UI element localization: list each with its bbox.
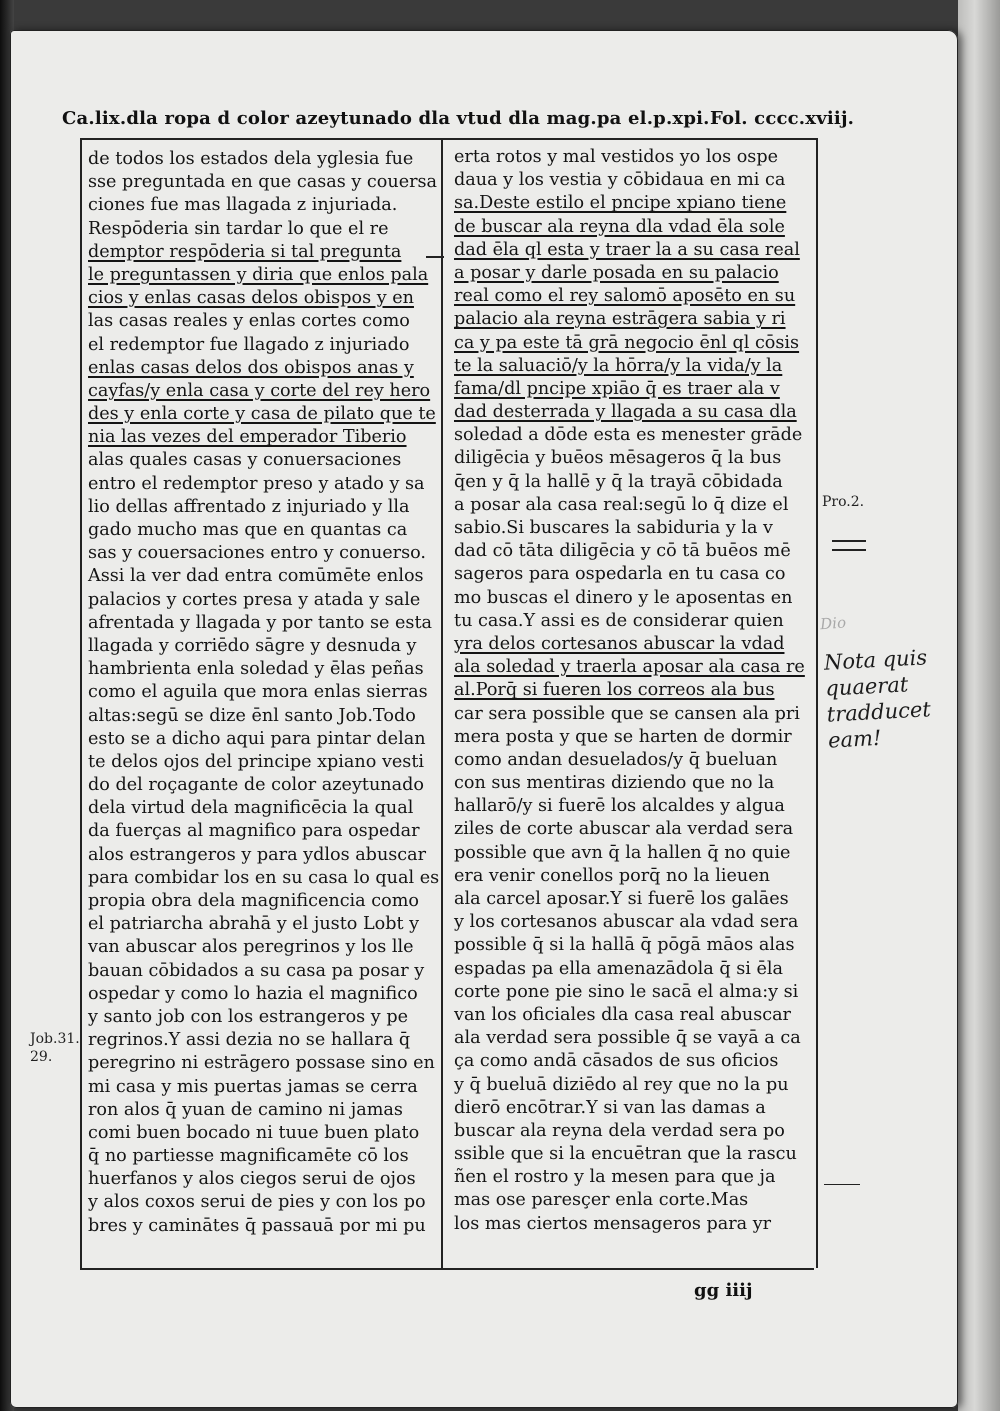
text-line: las casas reales y enlas cortes como — [88, 311, 410, 332]
text-line: le preguntassen y diria que enlos pala — [88, 264, 429, 285]
text-line: hallarō/y si fuerē los alcaldes y algua — [454, 796, 785, 817]
margin-mark — [832, 549, 866, 551]
text-line: mas ose paresçer enla corte.Mas — [454, 1190, 749, 1211]
text-line: ala verdad sera possible q̄ se vayā a ca — [454, 1028, 801, 1049]
text-line: car sera possible que se cansen ala pri — [454, 703, 800, 724]
margin-citation-job: Job.31. 29. — [30, 1031, 80, 1065]
text-line: bauan cōbidados a su casa pa posar y — [88, 960, 425, 981]
text-line: gado mucho mas que en quantas ca — [88, 520, 408, 540]
text-line: q̄ no partiesse magnificamēte cō los — [88, 1146, 409, 1167]
text-line: demptor respōderia si tal pregunta — [88, 241, 402, 262]
text-line: Assi la ver dad entra comūmēte enlos — [88, 566, 424, 587]
text-line: mo buscas el dinero y le aposentas en — [454, 587, 793, 608]
text-line: do del roçagante de color azeytunado — [88, 775, 424, 796]
text-line: sageros para ospedarla en tu casa co — [454, 564, 786, 585]
margin-mark — [832, 540, 866, 542]
text-line: ala soledad y traerla aposar ala casa re — [454, 657, 805, 678]
text-line: ziles de corte abuscar ala verdad sera — [454, 819, 794, 840]
text-line: da fuerças al magnifico para ospedar — [88, 821, 420, 842]
text-line: esto se a dicho aqui para pintar delan — [88, 728, 426, 749]
text-line: a posar y darle posada en su palacio — [454, 262, 779, 283]
text-line: de buscar ala reyna dla vdad ēla sole — [454, 216, 785, 237]
text-line: ça como andā cāsados de sus oficios — [454, 1051, 779, 1072]
text-line: real como el rey salomō aposēto en su — [454, 286, 796, 307]
text-line: des y enla corte y casa de pilato que te — [88, 404, 436, 425]
text-line: dad cō tāta diligēcia y cō tā buēos mē — [454, 541, 791, 562]
text-line: llagada y corriēdo sāgre y desnuda y — [88, 635, 417, 656]
text-line: buscar ala reyna dela verdad sera po — [454, 1120, 785, 1141]
folio-number: Fol. cccc.xviij. — [710, 108, 855, 129]
text-line: el redemptor fue llagado z injuriado — [88, 334, 410, 355]
text-line: hambrienta enla soledad y ēlas peñas — [88, 659, 424, 680]
text-line: tu casa.Y assi es de considerar quien — [454, 610, 784, 631]
text-line: los mas ciertos mensageros para yr — [454, 1213, 772, 1234]
text-line: cayfas/y enla casa y corte del rey hero — [88, 380, 431, 401]
text-line: te delos ojos del principe xpiano vesti — [88, 751, 425, 772]
text-line: con sus mentiras diziendo que no la — [454, 773, 775, 794]
text-line: corte pone pie sino le sacā el alma:y si — [454, 981, 799, 1002]
text-line: te la saluaciō/y la hōrra/y la vida/y la — [454, 355, 783, 376]
text-line: fama/dl pncipe xpiāo q̄ es traer ala v — [454, 378, 780, 399]
text-line: huerfanos y alos ciegos serui de ojos — [88, 1169, 416, 1190]
middle-column-rule — [441, 140, 443, 1268]
text-line: el patriarcha abrahā y el justo Lobt y — [88, 914, 420, 935]
text-line: y q̄ bueluā diziēdo al rey que no la pu — [454, 1074, 789, 1095]
text-line: Respōderia sin tardar lo que el re — [88, 218, 389, 239]
text-line: y los cortesanos abuscar ala vdad sera — [454, 912, 799, 933]
text-line: peregrino ni estrāgero possase sino en — [88, 1053, 435, 1074]
text-line: ciones fue mas llagada z injuriada. — [88, 195, 398, 216]
text-line: palacio ala reyna estrāgera sabia y ri — [454, 309, 786, 330]
text-line: enlas casas delos dos obispos anas y — [88, 357, 414, 378]
text-line: mera posta y que se harten de dormir — [454, 726, 792, 747]
text-line: y santo job con los estrangeros y pe — [88, 1006, 408, 1027]
text-line: nia las vezes del emperador Tiberio — [88, 427, 407, 448]
margin-mark — [426, 256, 444, 258]
text-line: daua y los vestia y cōbidaua en mi ca — [454, 170, 786, 191]
text-line: ñen el rostro y la mesen para que ja — [454, 1167, 776, 1188]
text-line: de todos los estados dela yglesia fue — [88, 149, 414, 169]
text-line: dierō encōtrar.Y si van las damas a — [454, 1097, 766, 1118]
handwritten-annotation: Nota quis quaerat tradducet eam! — [823, 645, 932, 753]
text-line: mi casa y mis puertas jamas se cerra — [88, 1076, 418, 1097]
text-line: entro el redemptor preso y atado y sa — [88, 473, 425, 494]
bottom-rule — [80, 1268, 814, 1270]
text-line: para combidar los en su casa lo qual es — [88, 867, 440, 888]
text-line: soledad a dōde esta es menester grāde — [454, 425, 803, 446]
text-line: al.Porq̄ si fueren los correos ala bus — [454, 680, 775, 701]
text-line: lio dellas affrentado z injuriado y lla — [88, 496, 410, 517]
signature-mark: gg iiij — [694, 1280, 753, 1301]
left-text-column — [88, 148, 440, 1238]
margin-citation-proverbs: Pro.2. — [822, 494, 865, 510]
text-line: possible q̄ si la hallā q̄ pōgā māos alas — [454, 935, 795, 956]
text-line: bres y caminātes q̄ passauā por mi pu — [88, 1215, 426, 1236]
text-line: ron alos q̄ yuan de camino ni jamas — [88, 1099, 403, 1120]
text-line: alos estrangeros y para ydlos abuscar — [88, 844, 427, 865]
text-line: ala carcel aposar.Y si fuerē los galāes — [454, 889, 789, 909]
faded-annotation: Dio — [819, 613, 847, 634]
text-line: ssible que si la encuētran que la rascu — [454, 1144, 797, 1165]
text-line: altas:segū se dize ēnl santo Job.Todo — [88, 705, 416, 726]
text-line: dela virtud dela magnificēcia la qual — [88, 798, 414, 819]
right-text-column — [454, 146, 812, 1236]
text-line: sa.Deste estilo el pncipe xpiano tiene — [454, 193, 787, 214]
text-line: como andan desuelados/y q̄ bueluan — [454, 749, 778, 770]
text-line: palacios y cortes presa y atada y sale — [88, 589, 421, 610]
text-line: diligēcia y buēos mēsageros q̄ la bus — [454, 448, 782, 469]
text-line: sas y couersaciones entro y conuerso. — [88, 543, 427, 564]
text-line: ospedar y como lo hazia el magnifico — [88, 983, 418, 1004]
text-line: possible que avn q̄ la hallen q̄ no quie — [454, 842, 791, 863]
text-line: dad ēla ql esta y traer la a su casa real — [454, 239, 800, 260]
running-header — [62, 108, 855, 129]
right-column-rule — [816, 140, 818, 1268]
text-line: a posar ala casa real:segū lo q̄ dize el — [454, 494, 789, 515]
text-line: afrentada y llagada y por tanto se esta — [88, 612, 432, 633]
text-line: van abuscar alos peregrinos y los lle — [88, 937, 414, 958]
top-rule — [80, 138, 818, 140]
left-column-rule — [80, 140, 82, 1268]
text-line: van los oficiales dla casa real abuscar — [454, 1004, 791, 1025]
text-line: comi buen bocado ni tuue buen plato — [88, 1122, 420, 1143]
margin-mark — [824, 1184, 860, 1185]
text-line: era venir conellos porq̄ no la lieuen — [454, 865, 770, 886]
text-line: erta rotos y mal vestidos yo los ospe — [454, 147, 778, 167]
text-line: como el aguila que mora enlas sierras — [88, 682, 428, 703]
text-line: y alos coxos serui de pies y con los po — [88, 1192, 426, 1213]
text-line: regrinos.Y assi dezia no se hallara q̄ — [88, 1030, 411, 1051]
text-line: alas quales casas y conuersaciones — [88, 450, 402, 471]
text-line: propia obra dela magnificencia como — [88, 891, 419, 911]
text-line: dad desterrada y llagada a su casa dla — [454, 402, 797, 423]
text-line: yra delos cortesanos abuscar la vdad — [454, 633, 785, 654]
text-line: cios y enlas casas delos obispos y en — [88, 288, 414, 309]
text-line: sse preguntada en que casas y couersa — [88, 172, 438, 193]
running-title: Ca.lix.dla ropa d color azeytunado dla vtud dla mag.pa el.p.xpi. — [62, 108, 710, 129]
text-line: sabio.Si buscares la sabiduria y la v — [454, 518, 773, 538]
text-line: ca y pa este tā grā negocio ēnl ql cōsis — [454, 332, 800, 353]
text-line: q̄en y q̄ la hallē y q̄ la trayā cōbidada — [454, 471, 783, 492]
text-line: espadas pa ella amenazādola q̄ si ēla — [454, 958, 784, 979]
